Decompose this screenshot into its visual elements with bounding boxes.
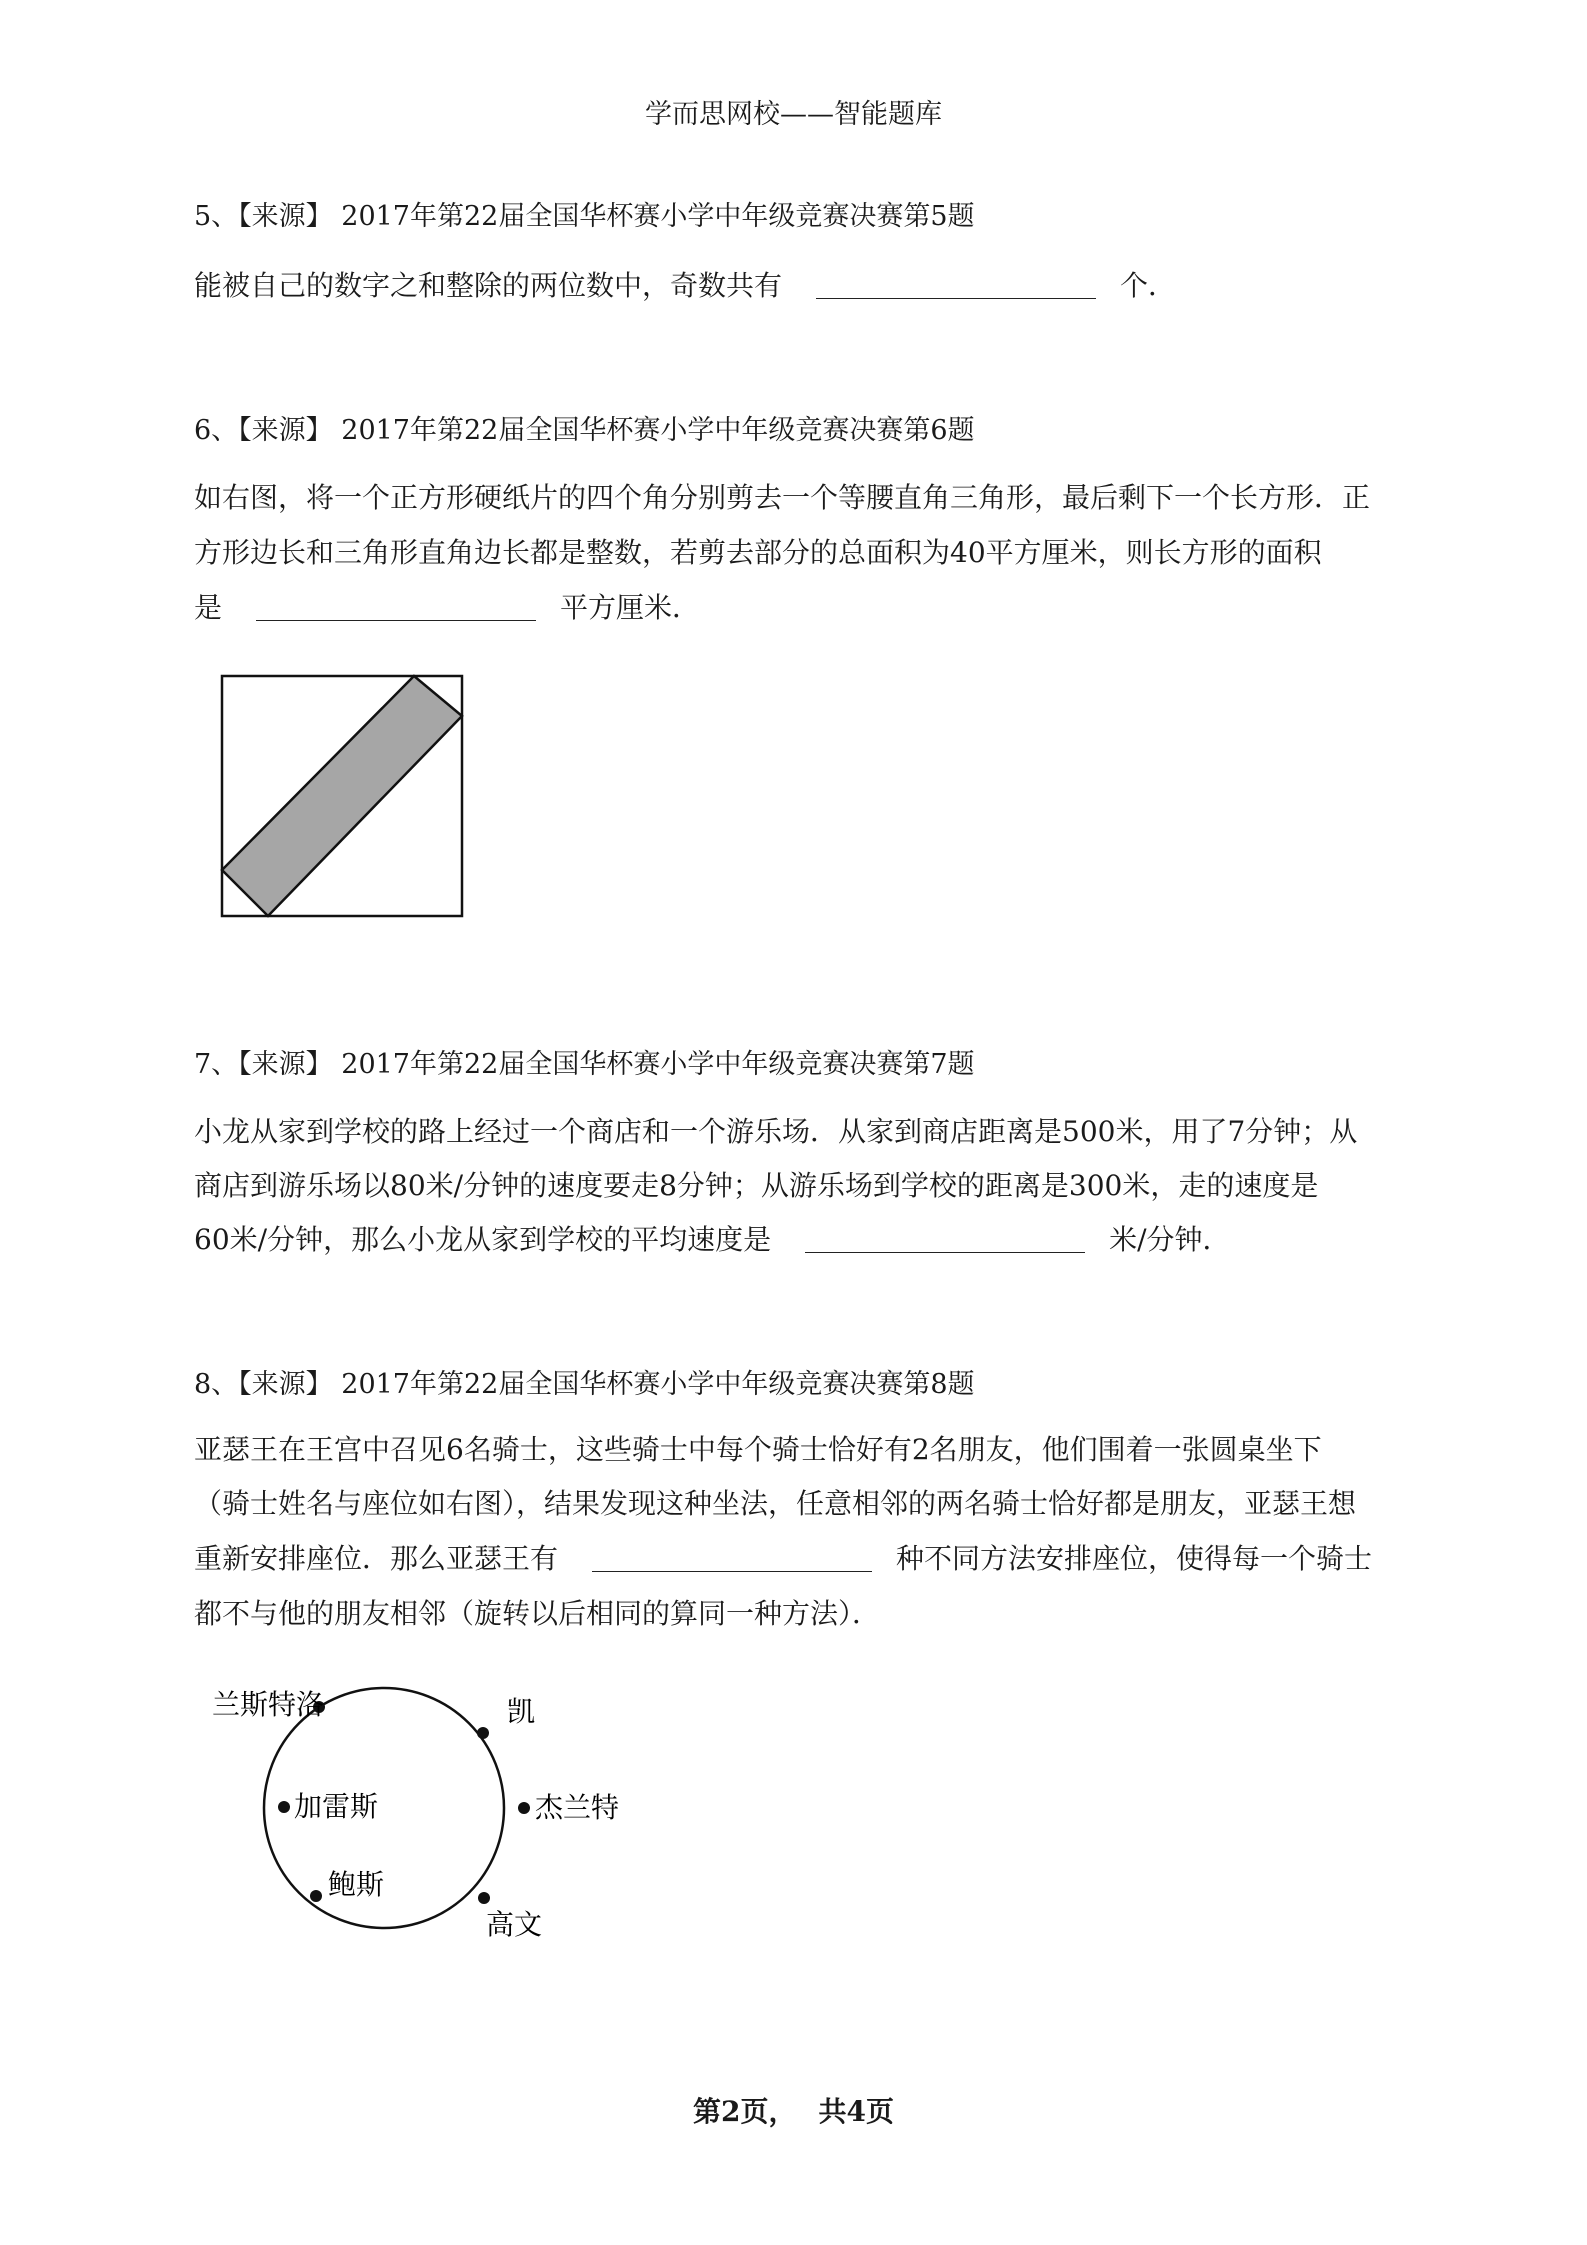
- knight-label: 鲍斯: [328, 1868, 385, 1901]
- question-6-unit: 平方厘米．: [560, 591, 701, 624]
- knight-label: 凯: [507, 1695, 536, 1728]
- seat-dot: [278, 1801, 290, 1813]
- question-5-title: 5、【来源】 2017年第22届全国华杯赛小学中年级竞赛决赛第5题: [194, 201, 975, 232]
- question-5-unit: 个．: [1120, 269, 1177, 302]
- question-5-text: [194, 264, 1176, 304]
- knight-label: 杰兰特: [535, 1791, 620, 1824]
- square-cut-figure: [220, 674, 470, 924]
- question-6-line-2: 方形边长和三角形直角边长都是整数，若剪去部分的总面积为40平方厘米，则长方形的面积: [194, 536, 1322, 569]
- question-7-unit: 米/分钟．: [1109, 1223, 1231, 1256]
- page-total: 共4页: [818, 2095, 894, 2128]
- page-number: 第2页，: [693, 2095, 797, 2128]
- remaining-rectangle: [222, 676, 462, 916]
- answer-blank-8[interactable]: [592, 1545, 872, 1572]
- answer-blank-6[interactable]: [256, 594, 536, 621]
- round-table-figure: [200, 1670, 660, 1970]
- page-footer: [0, 2090, 1587, 2130]
- question-8-stem: 重新安排座位．那么亚瑟王有: [194, 1542, 559, 1575]
- question-6-line-1: 如右图，将一个正方形硬纸片的四个角分别剪去一个等腰直角三角形，最后剩下一个长方形．正: [194, 481, 1371, 514]
- question-7-title: 7、【来源】 2017年第22届全国华杯赛小学中年级竞赛决赛第7题: [194, 1049, 975, 1080]
- answer-blank-5[interactable]: [816, 272, 1096, 299]
- seat-dot: [478, 1892, 490, 1904]
- page-header: 学而思网校——智能题库: [645, 99, 942, 130]
- seat-dot: [477, 1727, 489, 1739]
- question-8-line-3: [194, 1537, 1372, 1577]
- answer-blank-7[interactable]: [805, 1226, 1085, 1253]
- question-7-line-1: 小龙从家到学校的路上经过一个商店和一个游乐场．从家到商店距离是500米，用了7分钟；从: [194, 1115, 1358, 1148]
- question-8-line-1: 亚瑟王在王宫中召见6名骑士，这些骑士中每个骑士恰好有2名朋友，他们围着一张圆桌坐下: [194, 1433, 1322, 1466]
- question-6-title: 6、【来源】 2017年第22届全国华杯赛小学中年级竞赛决赛第6题: [194, 415, 975, 446]
- seat-dot: [310, 1890, 322, 1902]
- question-7-line-2: 商店到游乐场以80米/分钟的速度要走8分钟；从游乐场到学校的距离是300米，走的速度是: [194, 1169, 1319, 1202]
- question-8-stem-cont: 种不同方法安排座位，使得每一个骑士: [896, 1542, 1373, 1575]
- question-5-stem: 能被自己的数字之和整除的两位数中，奇数共有: [194, 269, 783, 302]
- question-8-title: 8、【来源】 2017年第22届全国华杯赛小学中年级竞赛决赛第8题: [194, 1369, 975, 1400]
- question-7-line-3: [194, 1218, 1231, 1258]
- knight-label: 高文: [486, 1908, 543, 1941]
- knight-label: 加雷斯: [294, 1790, 379, 1823]
- question-6-stem-end: 是: [194, 591, 223, 624]
- question-8-line-4: 都不与他的朋友相邻（旋转以后相同的算同一种方法）．: [194, 1597, 881, 1630]
- knight-label: 兰斯特洛: [212, 1688, 325, 1721]
- question-6-line-3: [194, 586, 700, 626]
- seat-dot: [518, 1802, 530, 1814]
- question-7-stem-end: 60米/分钟，那么小龙从家到学校的平均速度是: [194, 1223, 772, 1256]
- question-8-line-2: （骑士姓名与座位如右图），结果发现这种坐法，任意相邻的两名骑士恰好都是朋友，亚瑟王想: [194, 1487, 1357, 1520]
